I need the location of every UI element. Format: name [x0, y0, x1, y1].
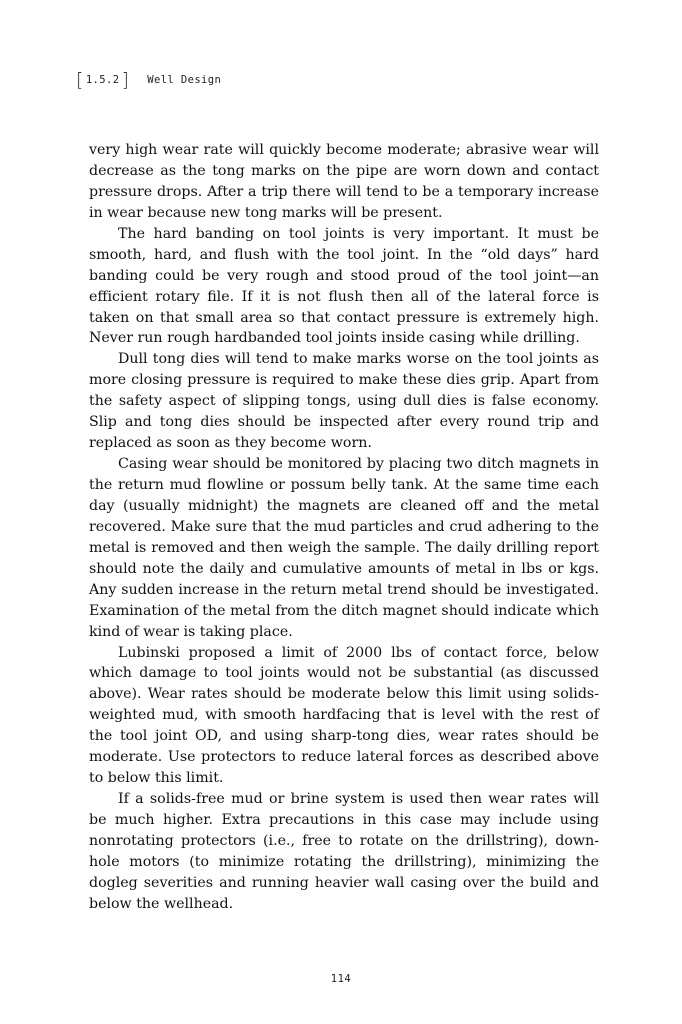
paragraph-continued: very high wear rate will quickly become moderate; abrasive wear will decrease as the tong marks on the pipe are worn down and contact pressure drops. After a trip there will tend to be a temporary increase in wear because new tong marks will be present. — [89, 142, 599, 221]
body-text — [89, 140, 599, 915]
running-head — [76, 69, 221, 91]
bracket-open: [ — [76, 69, 84, 91]
paragraph-casing-wear-monitoring: Casing wear should be monitored by placing two ditch magnets in the return mud flowline or possum belly tank. At the same time each day (usually midnight) the magnets are cleaned off and the metal recovered. Make sure that the mud particles and crud adhering to the metal is removed and then weigh the sample. The daily drilling report should note the daily and cumulative amounts of metal in lbs or kgs. Any sudden increase in the return metal trend should be investigated. Examination of the metal from the ditch magnet should indicate which kind of wear is taking place. — [89, 456, 599, 640]
running-head-title: Well Design — [147, 74, 222, 86]
bracket-close: ] — [121, 69, 130, 91]
paragraph-lubinski-limit: Lubinski proposed a limit of 2000 lbs of contact force, below which damage to tool joints would not be substantial (as discussed above). Wear rates should be moderate below this limit using solids-weighted mud, with smooth hardfacing that is level with the rest of the tool joint OD, and using sharp-tong dies, wear rates should be moderate. Use protectors to reduce lateral forces as described above to below this limit. — [89, 644, 599, 787]
section-number: 1.5.2 — [85, 74, 120, 86]
paragraph-hard-banding: The hard banding on tool joints is very important. It must be smooth, hard, and flush with the tool joint. In the “old days” hard banding could be very rough and stood proud of the tool joint—an efficient rotary file. If it is not flush then all of the lateral force is taken on that small area so that contact pressure is extremely high. Never run rough hardbanded tool joints inside casing while drilling. — [89, 225, 599, 347]
page-number: 114 — [330, 973, 352, 985]
paragraph-tong-dies: Dull tong dies will tend to make marks worse on the tool joints as more closing pressure is required to make these dies grip. Apart from the safety aspect of slipping tongs, using dull dies is false economy. Slip and tong dies should be inspected after every round trip and replaced as soon as they become worn. — [89, 351, 599, 452]
paragraph-solids-free-mud: If a solids-free mud or brine system is used then wear rates will be much higher. Extra precautions in this case may include using nonrotating protectors (i.e., free to rotate on the drillstring), down-hole motors (to minimize rotating the drillstring), minimizing the dogleg severities and running heavier wall casing over the build and below the wellhead. — [89, 791, 599, 912]
